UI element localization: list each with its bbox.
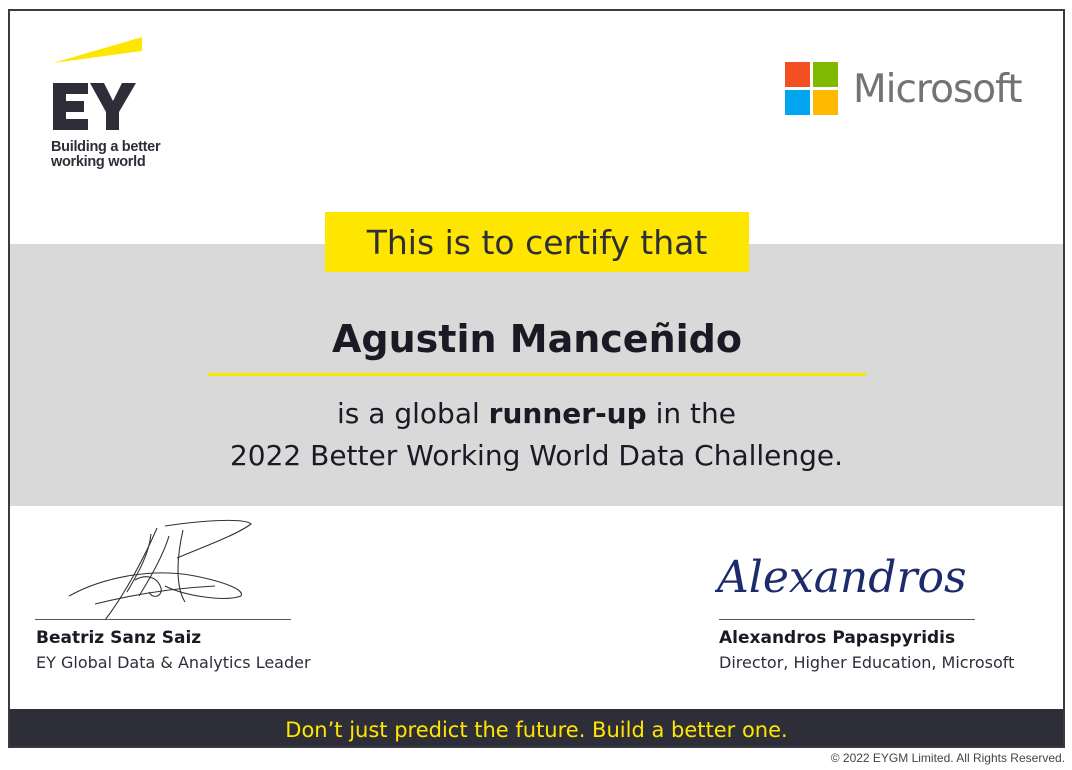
ms-square-green xyxy=(813,62,838,87)
recipient-underline xyxy=(208,373,866,376)
challenge-name: 2022 Better Working World Data Challenge. xyxy=(229,439,844,472)
microsoft-wordmark: Microsoft xyxy=(853,66,1022,112)
ey-logo-beam xyxy=(53,37,142,63)
ms-square-red xyxy=(785,62,810,87)
ey-logo-e xyxy=(53,83,88,130)
signer-name-ey: Beatriz Sanz Saiz xyxy=(36,628,202,648)
signature-alexandros-text: Alexandros xyxy=(717,552,967,603)
certify-heading: This is to certify that xyxy=(325,212,749,272)
ms-square-yellow xyxy=(813,90,838,115)
award-rank: runner-up xyxy=(488,397,647,430)
statement-suffix: in the xyxy=(646,397,736,430)
microsoft-windows-icon xyxy=(785,62,839,116)
statement-prefix: is a global xyxy=(337,397,489,430)
signer-name-microsoft: Alexandros Papaspyridis xyxy=(719,628,956,648)
ey-tagline-line1: Building a better xyxy=(51,139,161,155)
ey-logo-y xyxy=(90,83,136,130)
signature-alexandros xyxy=(715,546,985,611)
microsoft-logo xyxy=(785,62,1021,116)
signature-line-left xyxy=(35,619,291,620)
signer-title-ey: EY Global Data & Analytics Leader xyxy=(36,653,311,672)
copyright-notice: © 2022 EYGM Limited. All Rights Reserved. xyxy=(830,751,1065,765)
award-statement xyxy=(10,397,1063,430)
signer-title-microsoft: Director, Higher Education, Microsoft xyxy=(719,653,1015,672)
ey-tagline-line2: working world xyxy=(51,154,146,170)
ey-tagline xyxy=(51,140,160,170)
certificate-frame xyxy=(8,9,1065,748)
recipient-name: Agustin Manceñido xyxy=(332,317,742,361)
signature-line-right xyxy=(719,619,975,620)
signature-beatriz xyxy=(65,516,265,624)
footer-slogan: Don’t just predict the future. Build a better one. xyxy=(10,709,1063,748)
ms-square-blue xyxy=(785,90,810,115)
